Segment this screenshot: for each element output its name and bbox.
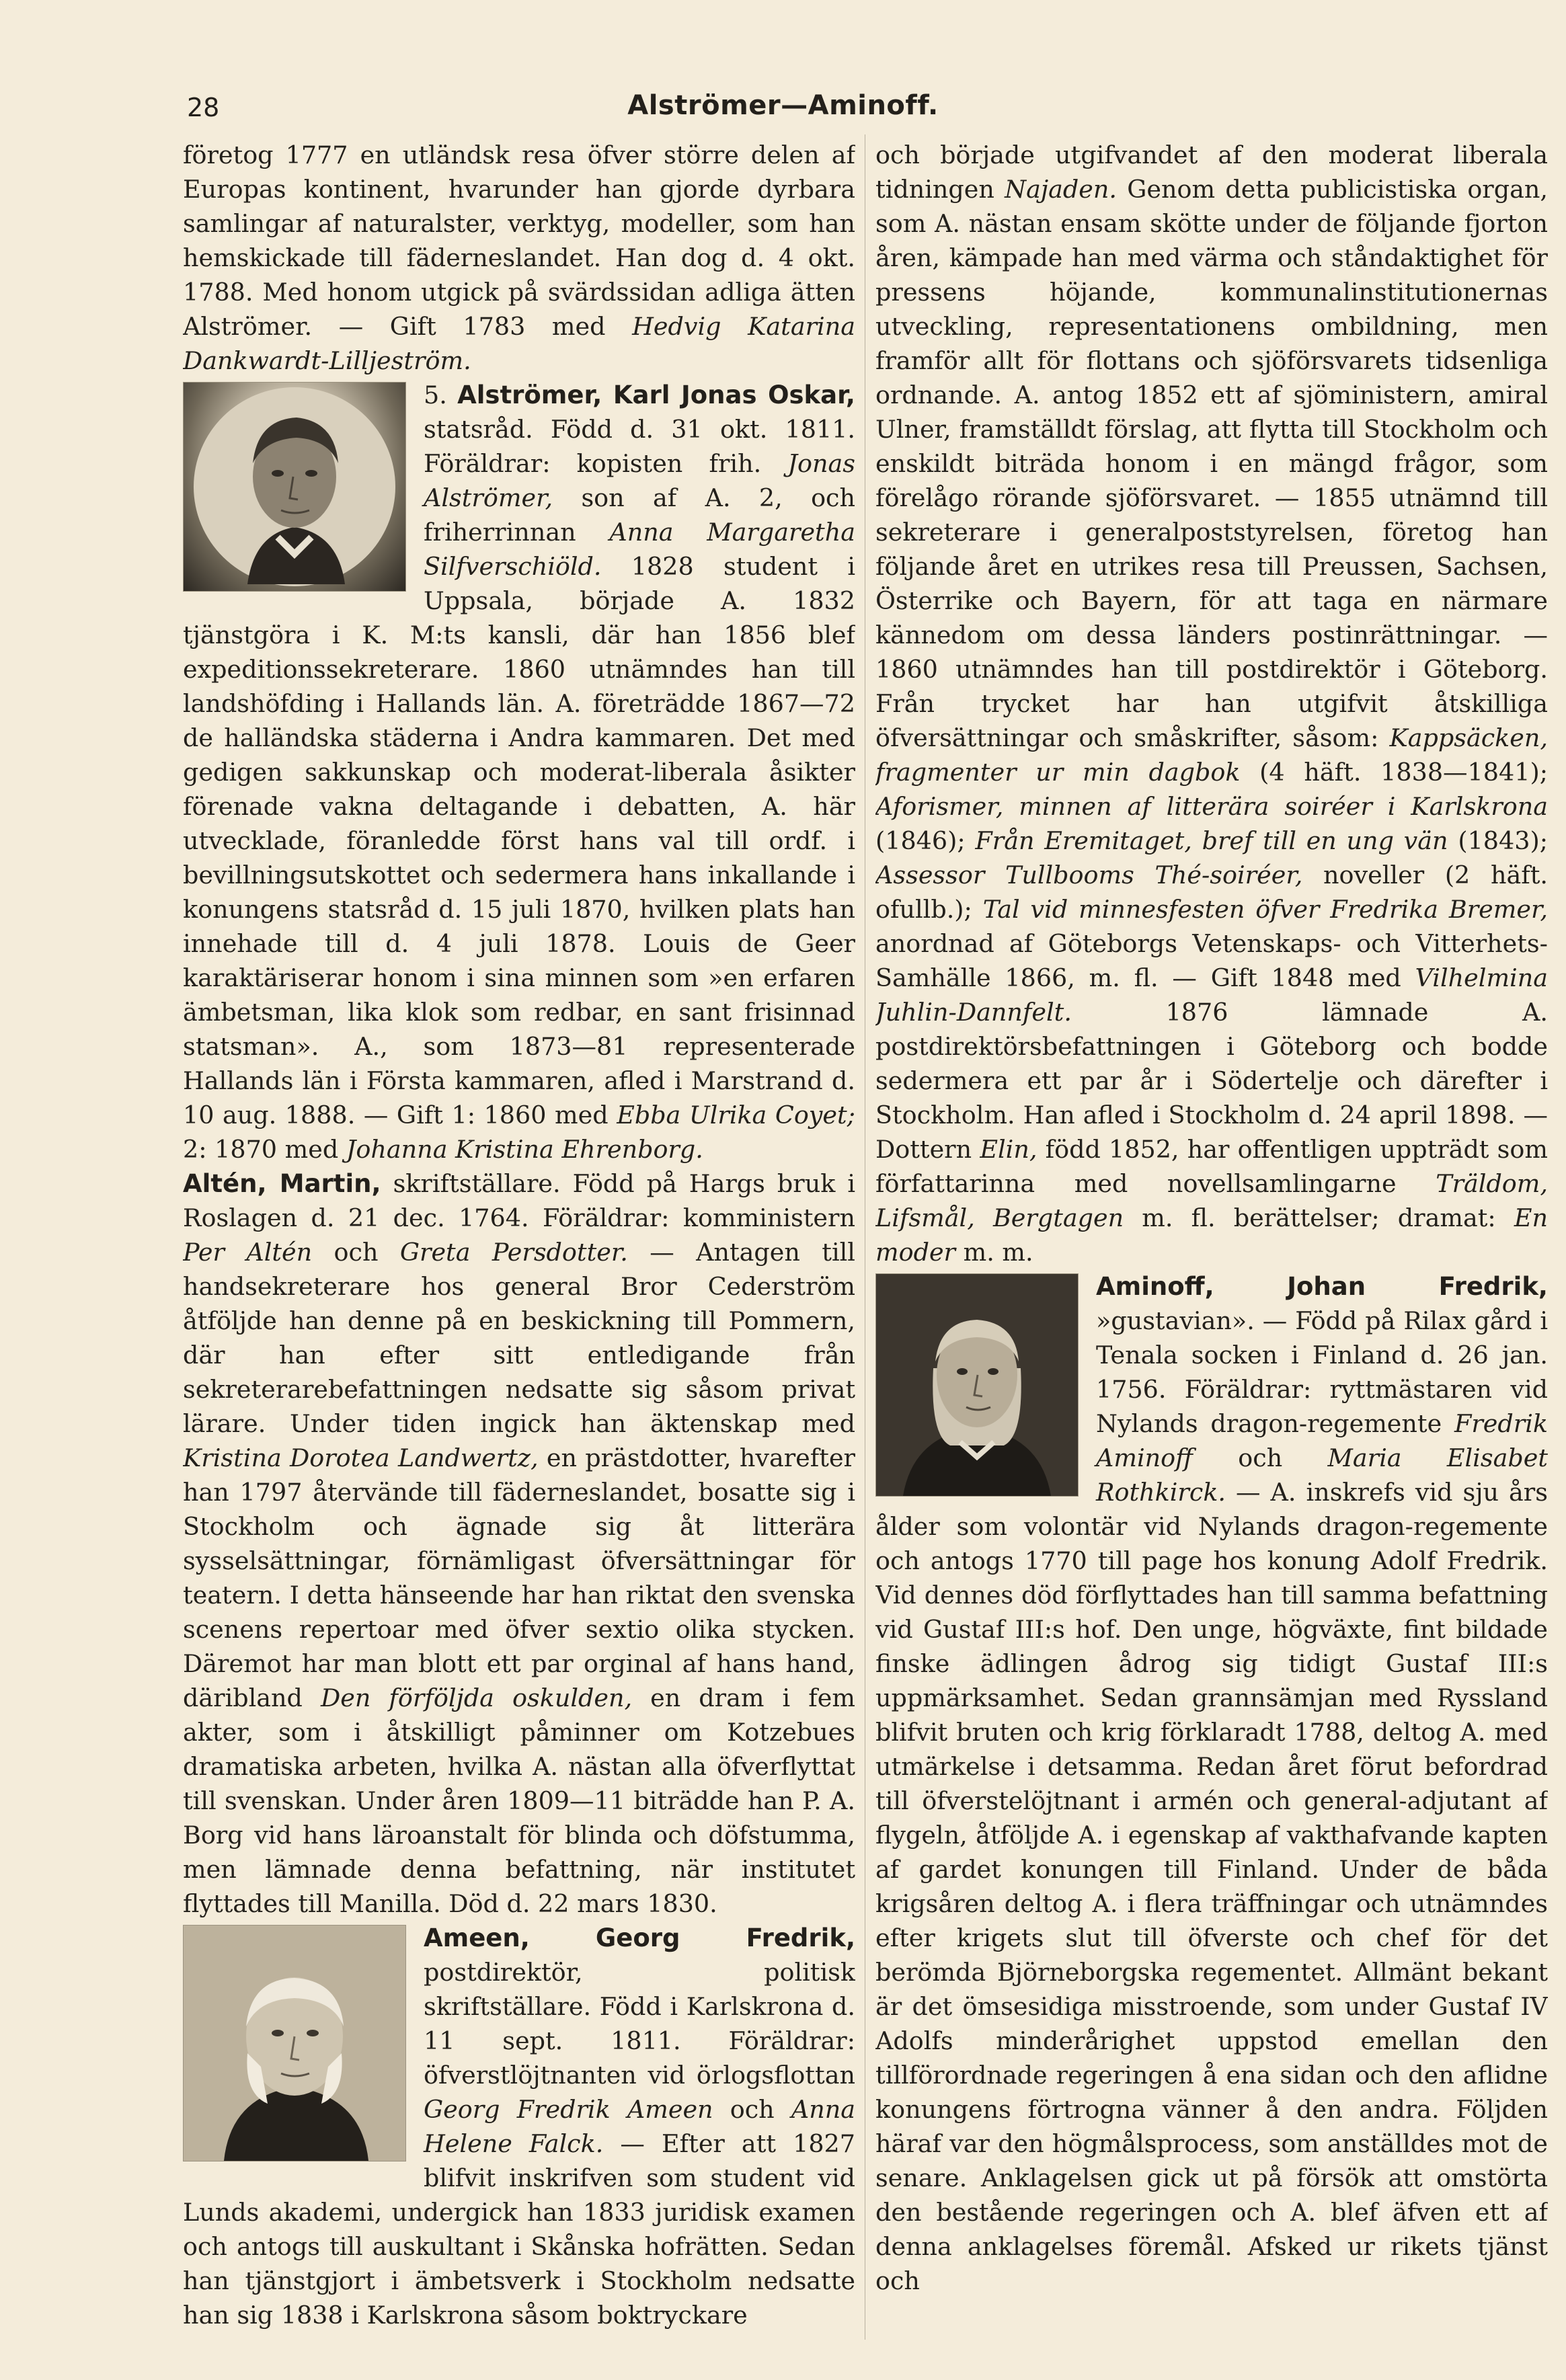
right-column bbox=[875, 138, 1548, 2333]
entry-heading: Altén, Martin, bbox=[183, 1169, 381, 1198]
entry-heading: Alströmer, Karl Jonas Oskar, bbox=[457, 381, 855, 409]
entry-heading: Ameen, Georg Fredrik, bbox=[424, 1923, 855, 1952]
entry-alten-martin: Altén, Martin, skriftställare. Född på Hargs bruk i Roslagen d. 21 dec. 1764. Föräldrar: komministern Per Altén och Greta Persdotter. — Antagen till handsekreterare hos general Bror Cederström åtföljde han denne på en beskickning till Pommern, där han efter sitt entledigande från sekreterarebefattningen nedsatte sig såsom privat lärare. Under tiden ingick han äktenskap med Kristina Dorotea Landwertz, en prästdotter, hvarefter han 1797 återvände till fäderneslandet, bosatte sig i Stockholm och ägnade sig åt litterära sysselsättningar, förnämligast öfversättningar för teatern. I detta hänseende har han riktat den svenska scenens repertoar med öfver sextio olika stycken. Däremot har man blott ett par orginal af hans hand, däribland Den förföljda oskulden, en dram i fem akter, som i åtskilligt påminner om Kotzebues dramatiska arbeten, hvilka A. nästan alla öfverflyttat till svenskan. Under åren 1809—11 biträdde han P. A. Borg vid hans läroanstalt för blinda och döfstumma, men lämnade denna befattning, när institutet flyttades till Manilla. Död d. 22 mars 1830. bbox=[183, 1169, 855, 1918]
entry-ameen-georg-fredrik: Ameen, Georg Fredrik, postdirektör, politisk skriftställare. Född i Karlskrona d. 11 sept. 1811. Föräldrar: öfverstlöjtnanten vid örlogsflottan Georg Fredrik Ameen och Anna Helene Falck. — Efter att 1827 blifvit inskrifven som student vid Lunds akademi, undergick han 1833 juridisk examen och antogs till auskultant i Skånska hofrätten. Sedan han tjänstgjort i ämbetsverk i Stockholm nedsatte han sig 1838 i Karlskrona såsom boktryckare bbox=[183, 1923, 855, 2330]
entry-heading: Aminoff, Johan Fredrik, bbox=[1096, 1272, 1548, 1301]
entry-alstromer-karl-jonas-oskar: 5. Alströmer, Karl Jonas Oskar, statsråd. Född d. 31 okt. 1811. Föräldrar: kopisten frih. Jonas Alströmer, son af A. 2, och friherrinnan Anna Margaretha Silfverschiöld. 1828 student i Uppsala, började A. 1832 tjänstgöra i K. M:ts kansli, där han 1856 blef expeditionssekreterare. 1860 utnämndes han till landshöfding i Hallands län. A. företrädde 1867—72 de halländska städerna i Andra kammaren. Det med gedigen sakkunskap och moderat-liberala åsikter förenade vakna deltagande i debatten, A. här utvecklade, föranledde först hans val till ordf. i bevillningsutskottet och sedermera hans inkallande i konungens statsråd d. 15 juli 1870, hvilken plats han innehade till d. 4 juli 1878. Louis de Geer karaktäriserar honom i sina minnen som »en erfaren ämbetsman, lika klok som redbar, en sant frisinnad statsman». A., som 1873—81 representerade Hallands län i Första kammaren, afled i Marstrand d. 10 aug. 1888. — Gift 1: 1860 med Ebba Ulrika Coyet; 2: 1870 med Johanna Kristina Ehrenborg. bbox=[183, 381, 855, 1164]
entry-alstromer-4-tail: företog 1777 en utländsk resa öfver större delen af Europas kontinent, hvarunder han gjorde dyrbara samlingar af naturalster, verktyg, modeller, som han hemskickade till fäderneslandet. Han dog d. 4 okt. 1788. Med honom utgick på svärdssidan adliga ätten Alströmer. — Gift 1783 med Hedvig Katarina Dankwardt-Lilljeström. bbox=[183, 141, 855, 375]
portrait-ameen bbox=[183, 1925, 406, 2161]
page-number: 28 bbox=[187, 93, 220, 122]
entry-aminoff-johan-fredrik: Aminoff, Johan Fredrik, »gustavian». — Född på Rilax gård i Tenala socken i Finland d. 26 jan. 1756. Föräldrar: ryttmästaren vid Nylands dragon-regemente Fredrik Aminoff och Maria Elisabet Rothkirck. — A. inskrefs vid sju års ålder som volontär vid Nylands dragon-regemente och antogs 1770 till page hos konung Adolf Fredrik. Vid dennes död förflyttades han till samma befattning vid Gustaf III:s hof. Den unge, högväxte, fint bildade finske ädlingen ådrog sig tidigt Gustaf III:s uppmärksamhet. Sedan grannsämjan med Ryssland blifvit bruten och krig förklaradt 1788, deltog A. med utmärkelse i detsamma. Redan året förut befordrad till öfverstelöjtnant i armén och general-adjutant af flygeln, åtföljde A. i egenskap af vakthafvande kapten af gardet konungen till Finland. Under de båda krigsåren deltog A. i flera träffningar och utnämndes efter krigets slut till öfverste och chef för det berömda Björneborgska regementet. Allmänt bekant är det ömsesidiga misstroende, som under Gustaf IV Adolfs minderårighet uppstod emellan den tillförordnade regeringen å ena sidan och den aflidne konungens förtrogna vänner å den andra. Följden häraf var den högmålsprocess, som anställdes mot de senare. Anklagelsen gick ut på försök att omstörta den bestående regeringen och A. blef äfven ett af denna anklagelses föremål. Afsked ur rikets tjänst och bbox=[875, 1272, 1548, 2295]
portrait-alstromer bbox=[183, 382, 406, 592]
left-column bbox=[183, 138, 855, 2333]
entry-ameen-continued: och började utgifvandet af den moderat liberala tidningen Najaden. Genom detta publicistiska organ, som A. nästan ensam skötte under de följande fjorton åren, kämpade han med värma och ståndaktighet för pressens höjande, kommunalinstitutionernas utveckling, representationens ombildning, men framför allt för flottans och sjöförsvarets tidsenliga ordnande. A. antog 1852 ett af sjöministern, amiral Ulner, framställdt förslag, att flytta till Stockholm och enskildt biträda honom i en mängd frågor, som förelågo rörande sjöförsvaret. — 1855 utnämnd till sekreterare i generalpoststyrelsen, företog han följande året en utrikes resa till Preussen, Sachsen, Österrike och Bayern, för att taga en närmare kännedom om dessa länders postinrättningar. — 1860 utnämndes han till postdirektör i Göteborg. Från trycket har han utgifvit åtskilliga öfversättningar och småskrifter, såsom: Kappsäcken, fragmenter ur min dagbok (4 häft. 1838—1841); Aforismer, minnen af litterära soiréer i Karlskrona (1846); Från Eremitaget, bref till en ung vän (1843); Assessor Tullbooms Thé-soiréer, noveller (2 häft. ofullb.); Tal vid minnesfesten öfver Fredrika Bremer, anordnad af Göteborgs Vetenskaps- och Vitterhets-Samhälle 1866, m. fl. — Gift 1848 med Vilhelmina Juhlin-Dannfelt. 1876 lämnade A. postdirektörsbefattningen i Göteborg och bodde sedermera ett par år i Södertelje och därefter i Stockholm. Han afled i Stockholm d. 24 april 1898. — Dottern Elin, född 1852, har offentligen uppträdt som författarinna med novellsamlingarne Träldom, Lifsmål, Bergtagen m. fl. berättelser; dramat: En moder m. m. bbox=[875, 141, 1548, 1267]
running-title: Alströmer—Aminoff. bbox=[627, 90, 939, 121]
portrait-aminoff bbox=[875, 1273, 1079, 1497]
